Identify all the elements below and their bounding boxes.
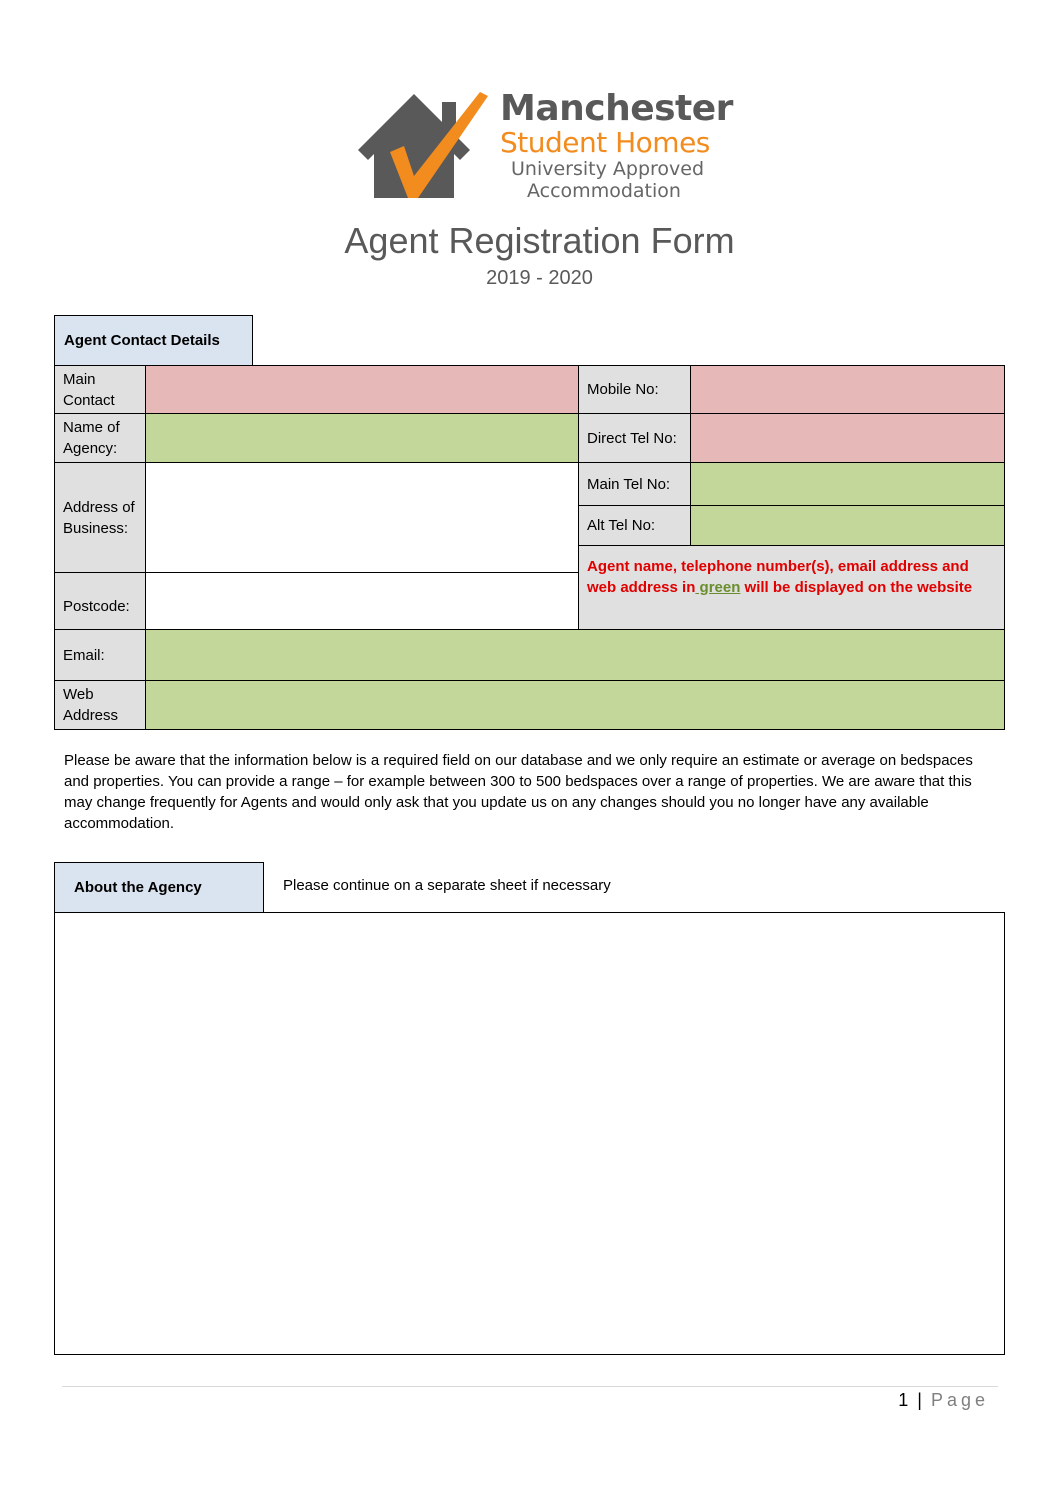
main-contact-field[interactable] — [145, 365, 579, 414]
web-address-field[interactable] — [145, 680, 1005, 730]
email-field[interactable] — [145, 629, 1005, 681]
page-title: Agent Registration Form — [344, 220, 735, 261]
web-address-label: Web Address — [54, 680, 146, 730]
info-paragraph: Please be aware that the information below is a required field on our database and we only require an estimate or average on bedspaces and properties. You can provide a range – for example between 300 to 500 bedspaces over a range of properties. We are aware that this may change frequently for Agents and would only ask that you update us on any changes should you no longer have any available accommodation. — [64, 752, 973, 832]
mobile-no-label: Mobile No: — [578, 365, 691, 414]
agency-name-label: Name of Agency: — [54, 413, 146, 463]
logo-line-2: Student Homes — [500, 126, 710, 159]
notice-text-end: will be displayed on the website — [740, 579, 973, 596]
contact-section-heading: Agent Contact Details — [54, 315, 253, 366]
house-check-icon — [356, 88, 496, 208]
mobile-no-field[interactable] — [690, 365, 1005, 414]
footer-separator: | — [917, 1390, 922, 1410]
main-contact-label: Main Contact — [54, 365, 146, 414]
page-number: 1 — [898, 1390, 909, 1410]
address-field[interactable] — [145, 462, 579, 573]
about-agency-textarea[interactable] — [54, 912, 1005, 1355]
about-section-heading: About the Agency — [54, 862, 264, 913]
direct-tel-field[interactable] — [690, 413, 1005, 463]
address-label: Address of Business: — [54, 462, 146, 573]
logo-line-1: Manchester — [500, 88, 733, 129]
logo — [356, 88, 733, 208]
direct-tel-label: Direct Tel No: — [578, 413, 691, 463]
main-tel-label: Main Tel No: — [578, 462, 691, 506]
postcode-label: Postcode: — [54, 572, 146, 630]
display-notice — [578, 545, 1005, 630]
page-subtitle: 2019 - 2020 — [486, 267, 593, 289]
alt-tel-label: Alt Tel No: — [578, 505, 691, 546]
footer-divider — [62, 1386, 998, 1387]
agency-name-field[interactable] — [145, 413, 579, 463]
alt-tel-field[interactable] — [690, 505, 1005, 546]
main-tel-field[interactable] — [690, 462, 1005, 506]
notice-green-word: green — [695, 579, 741, 596]
postcode-field[interactable] — [145, 572, 579, 630]
notice-text-start: Agent name, telephone number(s), email address and web address in — [587, 558, 969, 596]
logo-line-3: University Approved — [511, 158, 705, 180]
continue-note: Please continue on a separate sheet if necessary — [283, 877, 611, 894]
logo-line-4: Accommodation — [527, 180, 681, 202]
page-label: Page — [930, 1390, 989, 1410]
email-label: Email: — [54, 629, 146, 681]
page-footer — [898, 1390, 989, 1411]
